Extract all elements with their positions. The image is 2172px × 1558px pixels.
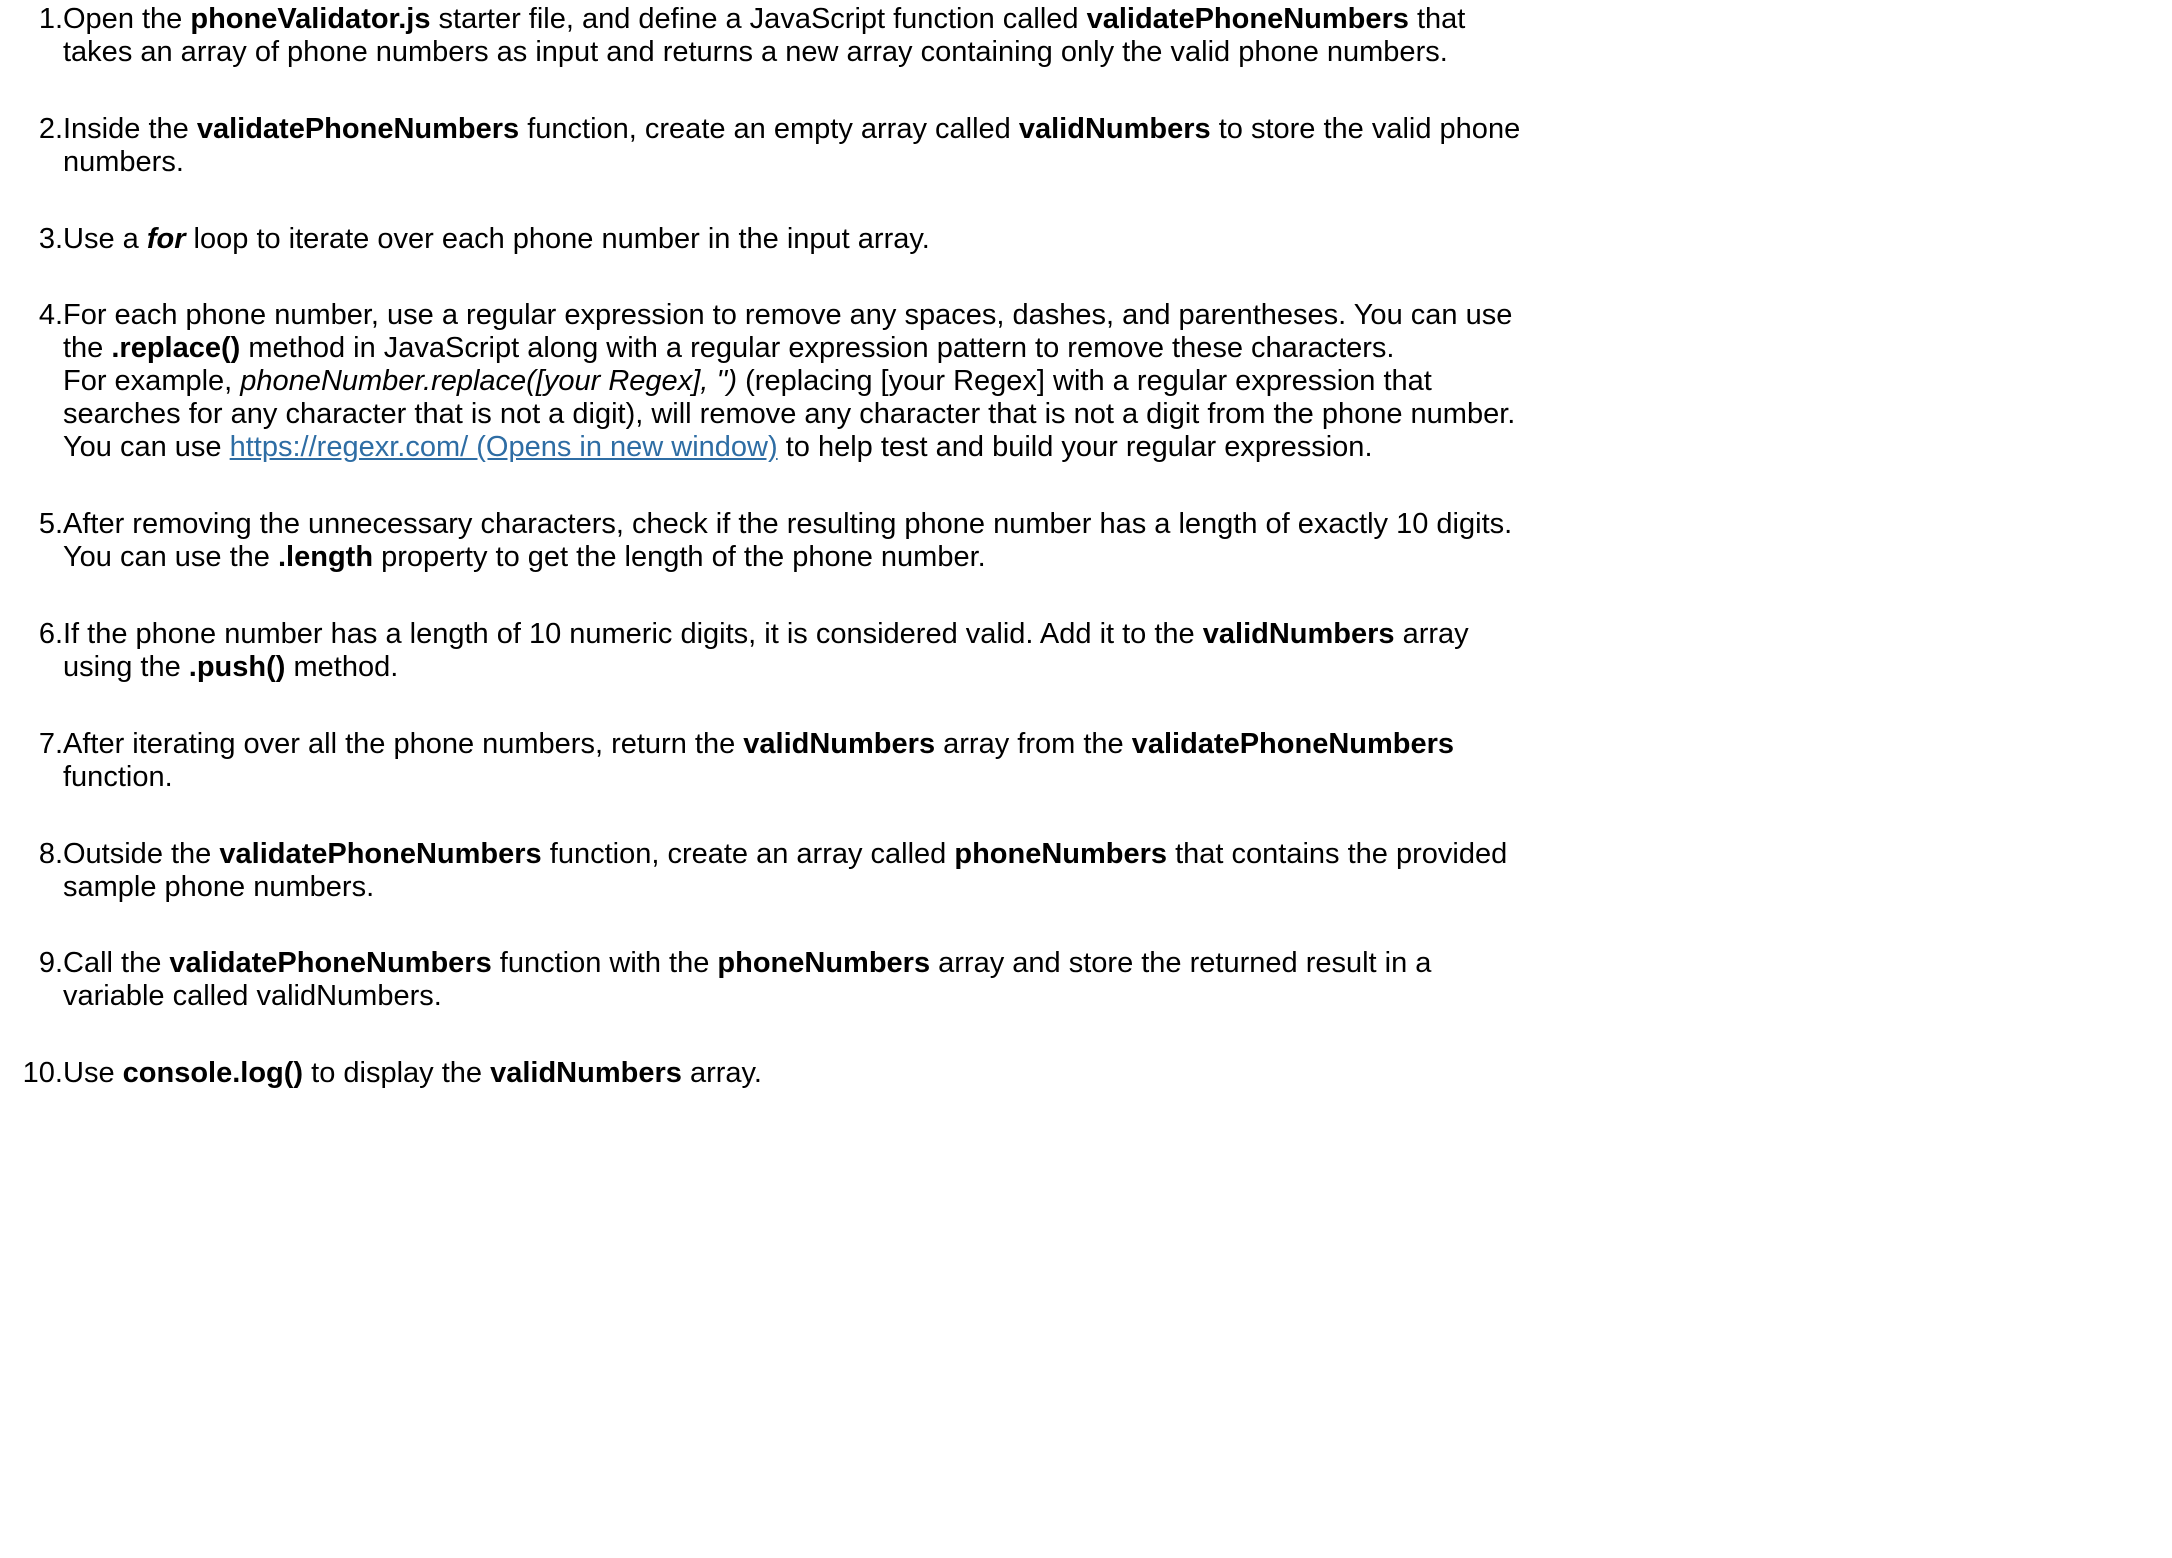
step-text: [63, 223, 2103, 256]
step-number: 8.: [38, 838, 63, 870]
step-line: Inside the validatePhoneNumbers function, create an empty array called validNumbers to store the valid phone: [63, 113, 1521, 145]
step-line: searches for any character that is not a digit), will remove any character that is not a digit from the phone number.: [63, 398, 1516, 430]
step-number: 3.: [38, 223, 63, 255]
step-text: [63, 113, 2103, 179]
inline-code-term: console.log(): [122, 1057, 304, 1089]
step-line: For example, phoneNumber.replace([your Regex], '') (replacing [your Regex] with a regular expression that: [63, 365, 1432, 397]
inline-code-term: validNumbers: [490, 1057, 682, 1089]
step-text: [63, 618, 2103, 684]
inline-code-term: validatePhoneNumbers: [1086, 3, 1409, 35]
inline-code-term: .replace(): [111, 332, 241, 364]
step-line: function.: [63, 761, 173, 793]
step-line: variable called validNumbers.: [63, 980, 442, 1012]
step-text: [63, 1057, 2103, 1090]
inline-code-term: .push(): [188, 651, 286, 683]
inline-code-term: validatePhoneNumbers: [196, 113, 520, 145]
step-line: using the .push() method.: [63, 651, 399, 683]
step-line: Call the validatePhoneNumbers function with the phoneNumbers array and store the returned result in a: [63, 947, 1432, 979]
inline-code-term: phoneValidator.js: [190, 3, 431, 35]
inline-code-term: .length: [278, 541, 374, 573]
step-line: After removing the unnecessary characters, check if the resulting phone number has a length of exactly 10 digits.: [63, 508, 1513, 540]
step-line: numbers.: [63, 146, 184, 178]
regexr-link[interactable]: https://regexr.com/ (Opens in new window): [229, 431, 778, 463]
inline-code-term: validatePhoneNumbers: [1131, 728, 1455, 760]
step-text: [63, 3, 2103, 69]
step-number: 5.: [38, 508, 63, 540]
step-line: sample phone numbers.: [63, 871, 375, 903]
inline-code-example: phoneNumber.replace([your Regex], ''): [240, 365, 738, 397]
step-text: [63, 947, 2103, 1013]
step-number: 4.: [38, 299, 63, 331]
step-line: Open the phoneValidator.js starter file, and define a JavaScript function called validatePhoneNumbers that: [63, 3, 1466, 35]
inline-code-term: validatePhoneNumbers: [219, 838, 542, 870]
step-line: Use console.log() to display the validNumbers array.: [63, 1057, 762, 1089]
step-number: 6.: [38, 618, 63, 650]
step-line: For each phone number, use a regular expression to remove any spaces, dashes, and parentheses. You can use: [63, 299, 1513, 331]
step-line: If the phone number has a length of 10 numeric digits, it is considered valid. Add it to the validNumbers array: [63, 618, 1469, 650]
inline-code-term: validNumbers: [1202, 618, 1395, 650]
inline-code-term: validNumbers: [743, 728, 936, 760]
step-number: 9.: [38, 947, 63, 979]
step-text: [63, 728, 2103, 794]
step-line: Use a for loop to iterate over each phone number in the input array.: [63, 223, 930, 255]
step-text: [63, 838, 2103, 904]
step-line: You can use https://regexr.com/ (Opens in new window) to help test and build your regular expression.: [63, 431, 1373, 463]
inline-code-term: validatePhoneNumbers: [169, 947, 492, 979]
step-line: the .replace() method in JavaScript along with a regular expression pattern to remove these characters.: [63, 332, 1395, 364]
step-line: You can use the .length property to get the length of the phone number.: [63, 541, 986, 573]
step-number: 7.: [38, 728, 63, 760]
step-line: Outside the validatePhoneNumbers function, create an array called phoneNumbers that contains the provided: [63, 838, 1508, 870]
inline-code-term: phoneNumbers: [717, 947, 931, 979]
step-text: [63, 508, 2103, 574]
inline-code-term: for: [146, 223, 186, 255]
step-line: After iterating over all the phone numbers, return the validNumbers array from the validatePhoneNumbers: [63, 728, 1455, 760]
step-text: [63, 299, 2103, 464]
inline-code-term: validNumbers: [1018, 113, 1211, 145]
step-line: takes an array of phone numbers as input and returns a new array containing only the valid phone numbers.: [63, 36, 1448, 68]
inline-code-term: phoneNumbers: [954, 838, 1168, 870]
step-number: 1.: [38, 3, 63, 35]
step-number: 2.: [38, 113, 63, 145]
step-number: 10.: [22, 1057, 63, 1089]
